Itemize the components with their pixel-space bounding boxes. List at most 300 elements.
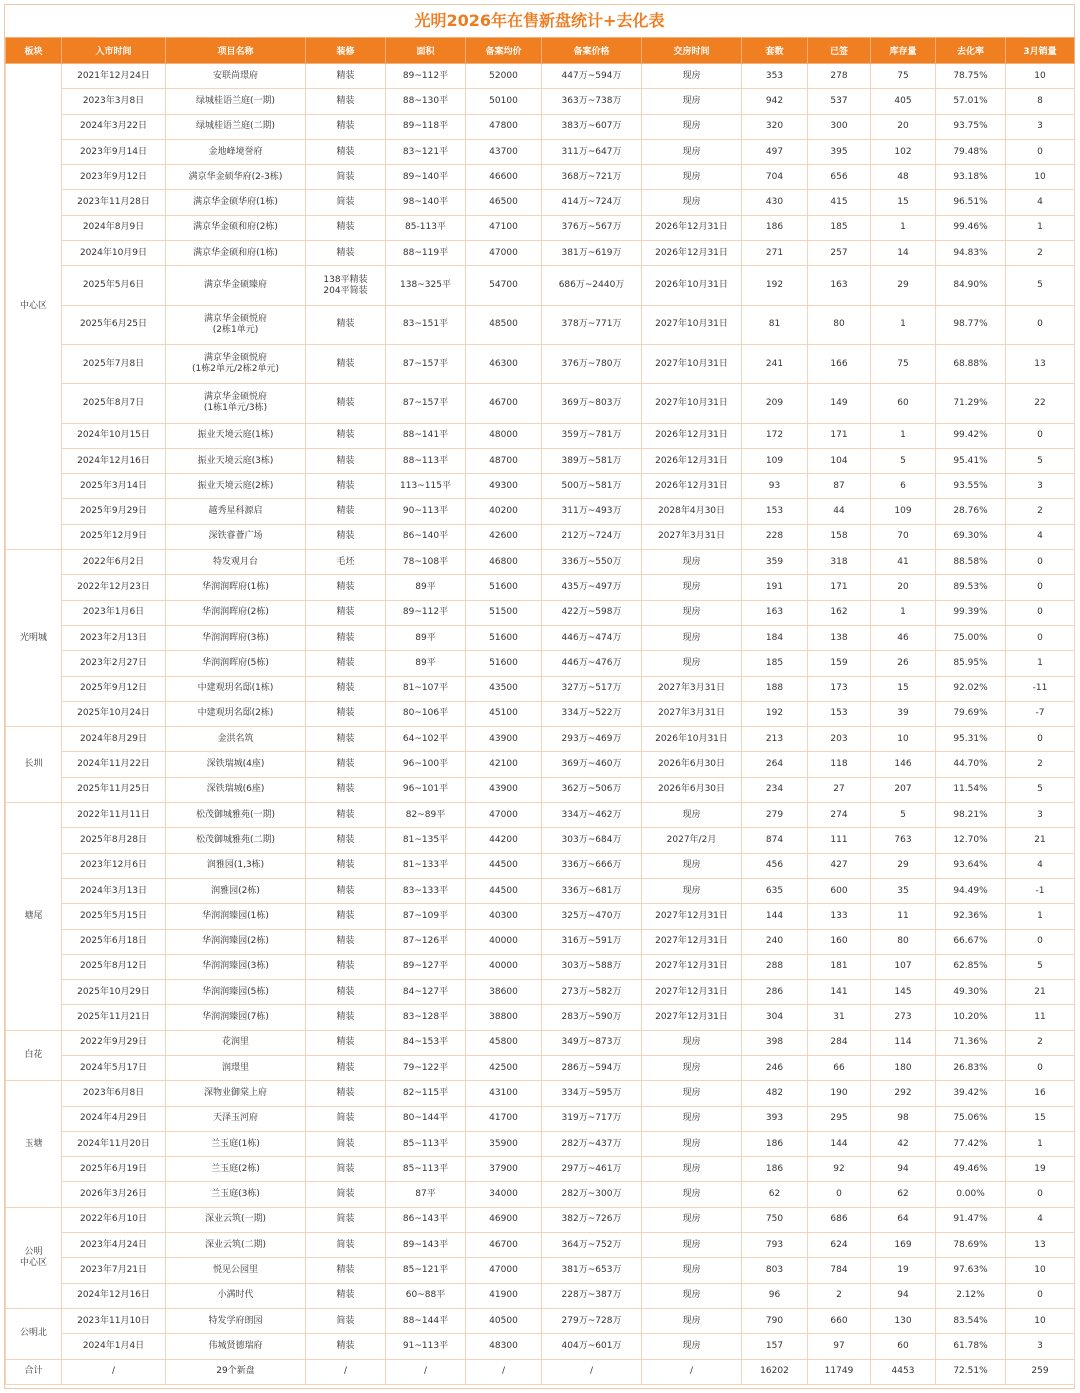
table-cell: 447万~594万 — [542, 64, 642, 89]
table-cell: 66 — [808, 1055, 871, 1080]
table-cell: 153 — [808, 701, 871, 726]
table-cell: 2023年2月13日 — [62, 625, 166, 650]
table-cell: 40000 — [466, 929, 542, 954]
table-cell: 87~109平 — [386, 904, 466, 929]
table-cell: 42 — [871, 1131, 936, 1156]
table-cell: 47000 — [466, 241, 542, 266]
table-cell: 精装 — [306, 1258, 386, 1283]
table-cell: 300 — [808, 114, 871, 139]
table-cell: 43900 — [466, 777, 542, 802]
table-cell: 精装 — [306, 600, 386, 625]
table-cell: 13 — [1006, 344, 1075, 383]
table-cell: 46300 — [466, 344, 542, 383]
table-cell: 2026年6月30日 — [642, 752, 742, 777]
table-cell: 现房 — [642, 803, 742, 828]
header-cell: 板块 — [6, 38, 62, 64]
table-cell: 81~135平 — [386, 828, 466, 853]
table-cell: 389万~581万 — [542, 448, 642, 473]
table-cell: 600 — [808, 878, 871, 903]
table-cell: 精装 — [306, 524, 386, 549]
district-cell: 玉塘 — [6, 1081, 62, 1207]
header-cell: 入市时间 — [62, 38, 166, 64]
table-cell: 79.48% — [936, 139, 1006, 164]
table-cell: 82~115平 — [386, 1081, 466, 1106]
table-cell: 华润润晖府(3栋) — [166, 625, 306, 650]
table-row — [6, 1131, 1075, 1156]
table-cell: 现房 — [642, 1157, 742, 1182]
table-cell: 93.55% — [936, 474, 1006, 499]
table-cell: 660 — [808, 1308, 871, 1333]
table-cell: 482 — [742, 1081, 808, 1106]
table-cell: 86~143平 — [386, 1207, 466, 1232]
table-row — [6, 474, 1075, 499]
table-cell: 44500 — [466, 853, 542, 878]
table-cell: 81~133平 — [386, 853, 466, 878]
table-cell: 15 — [1006, 1106, 1075, 1131]
table-row — [6, 676, 1075, 701]
table-cell: 87 — [808, 474, 871, 499]
table-cell: 46800 — [466, 550, 542, 575]
table-cell: 越秀星科源启 — [166, 499, 306, 524]
table-cell: 383万~607万 — [542, 114, 642, 139]
table-cell: 2026年12月31日 — [642, 423, 742, 448]
table-cell: 小满时代 — [166, 1283, 306, 1308]
table-cell: 422万~598万 — [542, 600, 642, 625]
table-cell: 2025年9月12日 — [62, 676, 166, 701]
table-cell: 93 — [742, 474, 808, 499]
table-cell: 华润润臻园(7栋) — [166, 1005, 306, 1030]
table-cell: 89平 — [386, 625, 466, 650]
table-cell: 382万~726万 — [542, 1207, 642, 1232]
table-cell: 现房 — [642, 575, 742, 600]
total-cell: / — [306, 1359, 386, 1384]
table-cell: 41 — [871, 550, 936, 575]
table-cell: 64 — [871, 1207, 936, 1232]
table-cell: 334万~595万 — [542, 1081, 642, 1106]
table-cell: 2023年4月24日 — [62, 1233, 166, 1258]
table-cell: 精装 — [306, 625, 386, 650]
table-cell: 41700 — [466, 1106, 542, 1131]
table-cell: 44.70% — [936, 752, 1006, 777]
table-cell: 5 — [1006, 777, 1075, 802]
table-cell: 2027年12月31日 — [642, 954, 742, 979]
table-cell: 精装 — [306, 1081, 386, 1106]
page-title: 光明2026年在售新盘统计+去化表 — [414, 11, 665, 30]
table-cell: 186 — [742, 1131, 808, 1156]
table-cell: 2025年3月14日 — [62, 474, 166, 499]
table-cell: 271 — [742, 241, 808, 266]
table-cell: 3 — [1006, 803, 1075, 828]
table-cell: 114 — [871, 1030, 936, 1055]
table-cell: 2024年10月9日 — [62, 241, 166, 266]
table-cell: 48500 — [466, 305, 542, 344]
table-cell: 102 — [871, 139, 936, 164]
table-cell: 185 — [808, 215, 871, 240]
table-cell: 0 — [1006, 600, 1075, 625]
table-cell: 64~102平 — [386, 727, 466, 752]
table-cell: 75 — [871, 344, 936, 383]
table-cell: 2023年2月27日 — [62, 651, 166, 676]
table-cell: 46 — [871, 625, 936, 650]
total-cell: 合计 — [6, 1359, 62, 1384]
table-cell: 0 — [1006, 1182, 1075, 1207]
district-cell: 光明城 — [6, 550, 62, 727]
table-cell: 96.51% — [936, 190, 1006, 215]
table-cell: 368万~721万 — [542, 165, 642, 190]
table-cell: 2025年6月18日 — [62, 929, 166, 954]
table-cell: 89平 — [386, 651, 466, 676]
table-cell: 精装 — [306, 878, 386, 903]
table-cell: 68.88% — [936, 344, 1006, 383]
table-cell: 2 — [1006, 752, 1075, 777]
table-cell: 80 — [808, 305, 871, 344]
table-cell: 99.42% — [936, 423, 1006, 448]
table-cell: 750 — [742, 1207, 808, 1232]
table-cell: 97.63% — [936, 1258, 1006, 1283]
table-cell: 19 — [871, 1258, 936, 1283]
table-cell: 88~113平 — [386, 448, 466, 473]
table-cell: 376万~567万 — [542, 215, 642, 240]
table-cell: 44500 — [466, 878, 542, 903]
table-cell: 2024年3月22日 — [62, 114, 166, 139]
table-cell: 42500 — [466, 1055, 542, 1080]
table-cell: -1 — [1006, 878, 1075, 903]
table-cell: 144 — [742, 904, 808, 929]
table-cell: 50100 — [466, 89, 542, 114]
table-cell: 109 — [742, 448, 808, 473]
table-cell: 金地峰境誉府 — [166, 139, 306, 164]
table-cell: 336万~666万 — [542, 853, 642, 878]
table-cell: 89.53% — [936, 575, 1006, 600]
table-cell: 35 — [871, 878, 936, 903]
table-cell: 158 — [808, 524, 871, 549]
table-cell: 10.20% — [936, 1005, 1006, 1030]
table-cell: 0 — [1006, 727, 1075, 752]
table-cell: 87~126平 — [386, 929, 466, 954]
table-row — [6, 777, 1075, 802]
table-cell: 2025年10月29日 — [62, 980, 166, 1005]
table-cell: 273 — [871, 1005, 936, 1030]
table-cell: 兰玉庭(1栋) — [166, 1131, 306, 1156]
table-cell: 257 — [808, 241, 871, 266]
table-row — [6, 499, 1075, 524]
table-cell: 2027年12月31日 — [642, 904, 742, 929]
table-cell: 80~144平 — [386, 1106, 466, 1131]
table-cell: 2027年12月31日 — [642, 929, 742, 954]
table-cell: 2026年6月30日 — [642, 777, 742, 802]
district-cell: 长圳 — [6, 727, 62, 803]
table-cell: 92.02% — [936, 676, 1006, 701]
table-cell: 43500 — [466, 676, 542, 701]
table-cell: 2026年10月31日 — [642, 266, 742, 305]
table-cell: 现房 — [642, 1283, 742, 1308]
total-cell: / — [642, 1359, 742, 1384]
table-cell: 现房 — [642, 89, 742, 114]
table-cell: 89~140平 — [386, 165, 466, 190]
table-cell: 精装 — [306, 1030, 386, 1055]
table-cell: 273万~582万 — [542, 980, 642, 1005]
table-cell: 2 — [1006, 1030, 1075, 1055]
table-cell: 93.18% — [936, 165, 1006, 190]
table-cell: 497 — [742, 139, 808, 164]
table-cell: 297万~461万 — [542, 1157, 642, 1182]
table-cell: 83~121平 — [386, 139, 466, 164]
table-cell: 简装 — [306, 1157, 386, 1182]
table-row — [6, 1258, 1075, 1283]
table-cell: 5 — [1006, 266, 1075, 305]
table-cell: 华润润晖府(5栋) — [166, 651, 306, 676]
table-cell: 113~115平 — [386, 474, 466, 499]
table-cell: 185 — [742, 651, 808, 676]
table-cell: 107 — [871, 954, 936, 979]
table-row — [6, 114, 1075, 139]
table-cell: 49300 — [466, 474, 542, 499]
table-cell: 320 — [742, 114, 808, 139]
table-row — [6, 1233, 1075, 1258]
total-cell: 16202 — [742, 1359, 808, 1384]
table-cell: 415 — [808, 190, 871, 215]
table-row — [6, 600, 1075, 625]
table-cell: 284 — [808, 1030, 871, 1055]
table-cell: 704 — [742, 165, 808, 190]
table-cell: 162 — [808, 600, 871, 625]
table-cell: 186 — [742, 1157, 808, 1182]
table-cell: 85-113平 — [386, 215, 466, 240]
table-cell: 2025年7月8日 — [62, 344, 166, 383]
total-cell: 4453 — [871, 1359, 936, 1384]
table-cell: 现房 — [642, 853, 742, 878]
header-cell: 面积 — [386, 38, 466, 64]
table-cell: 松茂御城雅苑(一期) — [166, 803, 306, 828]
table-cell: 精装 — [306, 727, 386, 752]
table-cell: 47000 — [466, 1258, 542, 1283]
table-cell: 11 — [1006, 1005, 1075, 1030]
table-cell: 49.46% — [936, 1157, 1006, 1182]
table-cell: 3 — [1006, 114, 1075, 139]
table-cell: 现房 — [642, 1308, 742, 1333]
table-cell: 2026年12月31日 — [642, 448, 742, 473]
table-row — [6, 752, 1075, 777]
table-cell: 94.49% — [936, 878, 1006, 903]
table-cell: 精装 — [306, 929, 386, 954]
table-cell: 83~133平 — [386, 878, 466, 903]
table-cell: 简装 — [306, 1182, 386, 1207]
table-cell: 90~113平 — [386, 499, 466, 524]
table-row — [6, 625, 1075, 650]
table-cell: 172 — [742, 423, 808, 448]
table-cell: 毛坯 — [306, 550, 386, 575]
table-cell: 334万~462万 — [542, 803, 642, 828]
table-row — [6, 550, 1075, 575]
table-cell: 现房 — [642, 1131, 742, 1156]
table-cell: 84~153平 — [386, 1030, 466, 1055]
table-cell: 62 — [742, 1182, 808, 1207]
table-cell: 精装 — [306, 344, 386, 383]
table-cell: 149 — [808, 384, 871, 423]
total-cell: 11749 — [808, 1359, 871, 1384]
table-cell: 华润润臻园(5栋) — [166, 980, 306, 1005]
table-cell: 279 — [742, 803, 808, 828]
table-row — [6, 1055, 1075, 1080]
table-cell: 10 — [1006, 64, 1075, 89]
table-cell: 359万~781万 — [542, 423, 642, 448]
table-cell: 现房 — [642, 600, 742, 625]
table-cell: 满京华金硕悦府 (1栋1单元/3栋) — [166, 384, 306, 423]
table-cell: 86~140平 — [386, 524, 466, 549]
table-cell: 83~151平 — [386, 305, 466, 344]
table-cell: 29 — [871, 266, 936, 305]
table-row — [6, 448, 1075, 473]
table-cell: 171 — [808, 575, 871, 600]
table-cell: 190 — [808, 1081, 871, 1106]
table-cell: 92 — [808, 1157, 871, 1182]
table-cell: 44200 — [466, 828, 542, 853]
table-cell: 359 — [742, 550, 808, 575]
table-cell: 1 — [1006, 904, 1075, 929]
table-cell: 12.70% — [936, 828, 1006, 853]
table-cell: 34000 — [466, 1182, 542, 1207]
total-cell: 29个新盘 — [166, 1359, 306, 1384]
table-cell: 满京华金硕华府(1栋) — [166, 190, 306, 215]
table-cell: 378万~771万 — [542, 305, 642, 344]
table-cell: 89~112平 — [386, 64, 466, 89]
table-cell: 82~89平 — [386, 803, 466, 828]
table-cell: 207 — [871, 777, 936, 802]
table-cell: 特发观月台 — [166, 550, 306, 575]
table-cell: 精装 — [306, 752, 386, 777]
table-cell: 45800 — [466, 1030, 542, 1055]
sales-table — [5, 37, 1075, 1385]
table-cell: 15 — [871, 190, 936, 215]
table-cell: 兰玉庭(3栋) — [166, 1182, 306, 1207]
table-cell: 伟城贤德瑞府 — [166, 1334, 306, 1359]
table-cell: 79~122平 — [386, 1055, 466, 1080]
table-cell: 2027年12月31日 — [642, 1005, 742, 1030]
table-cell: 2025年6月19日 — [62, 1157, 166, 1182]
table-cell: 深铁瑞城(6座) — [166, 777, 306, 802]
table-cell: 精装 — [306, 651, 386, 676]
table-cell: 满京华金硕华府(2-3栋) — [166, 165, 306, 190]
table-cell: 39.42% — [936, 1081, 1006, 1106]
table-cell: 88~144平 — [386, 1308, 466, 1333]
table-cell: 2024年10月15日 — [62, 423, 166, 448]
table-cell: 46900 — [466, 1207, 542, 1232]
table-cell: 现房 — [642, 651, 742, 676]
table-cell: 209 — [742, 384, 808, 423]
table-cell: 83~128平 — [386, 1005, 466, 1030]
table-cell: 2025年6月25日 — [62, 305, 166, 344]
table-cell: 311万~647万 — [542, 139, 642, 164]
table-row — [6, 651, 1075, 676]
table-row — [6, 1334, 1075, 1359]
table-cell: 2027年12月31日 — [642, 980, 742, 1005]
table-cell: 47800 — [466, 114, 542, 139]
table-row — [6, 727, 1075, 752]
table-cell: 华润润臻园(3栋) — [166, 954, 306, 979]
table-cell: 华润润晖府(2栋) — [166, 600, 306, 625]
total-cell: / — [386, 1359, 466, 1384]
table-cell: 46500 — [466, 190, 542, 215]
table-cell: 96~100平 — [386, 752, 466, 777]
table-cell: 38800 — [466, 1005, 542, 1030]
table-cell: 现房 — [642, 64, 742, 89]
table-cell: 942 — [742, 89, 808, 114]
table-cell: 现房 — [642, 878, 742, 903]
table-cell: 2027年10月31日 — [642, 344, 742, 383]
table-cell: 37900 — [466, 1157, 542, 1182]
table-cell: 0.00% — [936, 1182, 1006, 1207]
table-cell: 精装 — [306, 777, 386, 802]
header-cell: 项目名称 — [166, 38, 306, 64]
table-cell: 2027年/2月 — [642, 828, 742, 853]
table-cell: 109 — [871, 499, 936, 524]
table-cell: 0 — [1006, 139, 1075, 164]
table-body — [6, 64, 1075, 1385]
table-cell: 319万~717万 — [542, 1106, 642, 1131]
table-cell: 深铁瑞城(4座) — [166, 752, 306, 777]
table-cell: 简装 — [306, 1308, 386, 1333]
table-cell: 430 — [742, 190, 808, 215]
table-cell: 2.12% — [936, 1283, 1006, 1308]
table-cell: 292 — [871, 1081, 936, 1106]
table-cell: 1 — [871, 600, 936, 625]
table-cell: 2023年9月12日 — [62, 165, 166, 190]
table-cell: 334万~522万 — [542, 701, 642, 726]
table-row — [6, 266, 1075, 305]
table-cell: 精装 — [306, 139, 386, 164]
table-cell: 364万~752万 — [542, 1233, 642, 1258]
table-cell: 327万~517万 — [542, 676, 642, 701]
table-cell: 2024年12月16日 — [62, 448, 166, 473]
table-row — [6, 165, 1075, 190]
table-cell: 精装 — [306, 980, 386, 1005]
table-cell: 118 — [808, 752, 871, 777]
table-cell: 93.64% — [936, 853, 1006, 878]
header-cell: 3月销量 — [1006, 38, 1075, 64]
table-cell: 现房 — [642, 1207, 742, 1232]
table-cell: 793 — [742, 1233, 808, 1258]
table-cell: 83.54% — [936, 1308, 1006, 1333]
table-cell: 现房 — [642, 1081, 742, 1106]
table-cell: 414万~724万 — [542, 190, 642, 215]
table-cell: 2025年5月15日 — [62, 904, 166, 929]
table-cell: 91.47% — [936, 1207, 1006, 1232]
table-cell: 2021年12月24日 — [62, 64, 166, 89]
table-cell: 369万~460万 — [542, 752, 642, 777]
table-cell: 简装 — [306, 1106, 386, 1131]
table-row — [6, 954, 1075, 979]
table-cell: 89平 — [386, 575, 466, 600]
table-cell: 19 — [1006, 1157, 1075, 1182]
table-cell: 2022年6月10日 — [62, 1207, 166, 1232]
table-cell: 75.06% — [936, 1106, 1006, 1131]
table-cell: 精装 — [306, 828, 386, 853]
table-cell: 2022年11月11日 — [62, 803, 166, 828]
table-cell: 43900 — [466, 727, 542, 752]
table-cell: 363万~738万 — [542, 89, 642, 114]
table-row — [6, 1005, 1075, 1030]
table-cell: 241 — [742, 344, 808, 383]
table-cell: 0 — [1006, 929, 1075, 954]
table-cell: 186 — [742, 215, 808, 240]
table-row — [6, 1207, 1075, 1232]
total-cell: / — [466, 1359, 542, 1384]
table-cell: 81 — [742, 305, 808, 344]
table-cell: 228 — [742, 524, 808, 549]
header-cell: 装修 — [306, 38, 386, 64]
table-cell: 369万~803万 — [542, 384, 642, 423]
table-cell: 绿城桂语兰庭(一期) — [166, 89, 306, 114]
